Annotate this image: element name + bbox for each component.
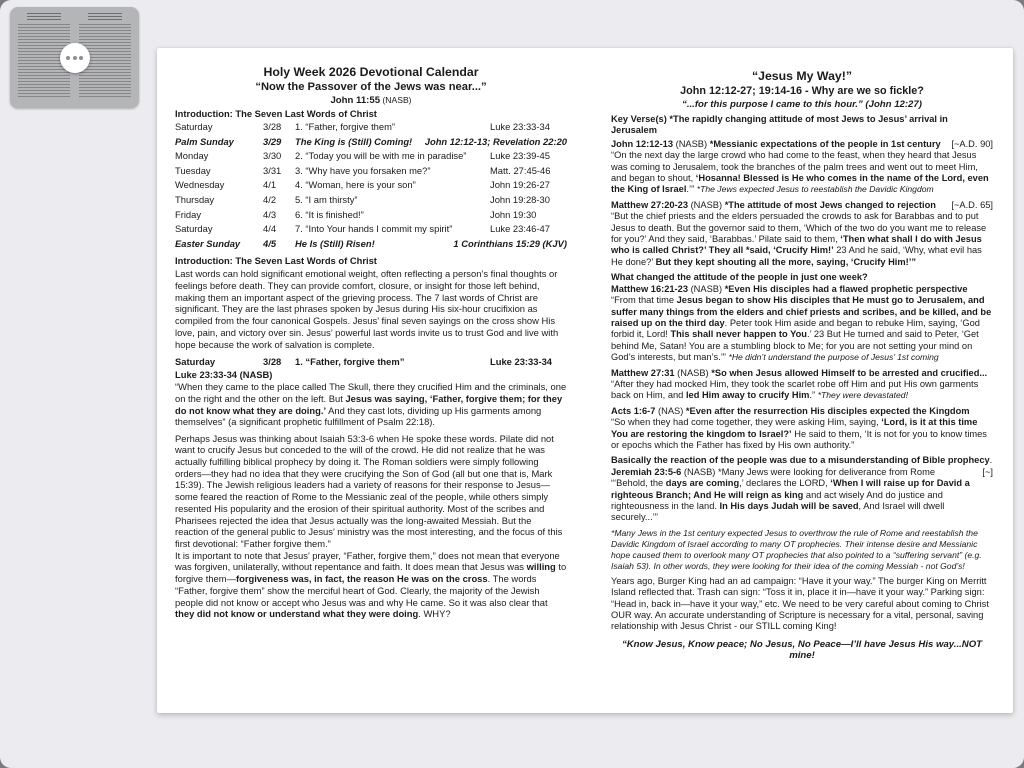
- paragraph: Key Verse(s) *The rapidly changing attitude of most Jews to Jesus’ arrival in Jerusalem: [611, 114, 948, 136]
- schedule-date: 4/2: [263, 193, 277, 205]
- paragraph: “On the next day the large crowd who had come to the feast, when they heard that Jesus was coming to Jerusalem, took the branches of the palm trees and went out to meet Him, and began to shout, ‘Hosanna! Blessed is He who comes in the name of the Lord, even the King of Israel.’” *The Jews expected Jesus to reestablish the Davidic Kingdom: [611, 150, 989, 195]
- schedule-reference: John 19:26-27: [490, 179, 550, 191]
- right-page-title: “Jesus My Way!”: [751, 69, 852, 83]
- schedule-day: Friday: [175, 208, 202, 220]
- paragraph: “Know Jesus, Know peace; No Jesus, No Peace—I’ll have Jesus His way...NOT mine!: [621, 638, 983, 662]
- document-thumbnail[interactable]: [10, 7, 139, 108]
- luke-passage-heading: Luke 23:33-34 (NASB): [175, 369, 273, 381]
- schedule-row: [175, 178, 567, 193]
- right-page-quote: “...for this purpose I came to this hour.” (John 12:27): [682, 99, 922, 110]
- schedule-day: Palm Sunday: [175, 135, 234, 147]
- paragraph: Matthew 27:31 (NASB) *So when Jesus allowed Himself to be arrested and crucified...: [611, 367, 988, 378]
- left-page: [175, 65, 567, 697]
- schedule-row: [175, 120, 567, 135]
- schedule-date: 4/3: [263, 208, 277, 220]
- schedule-reference: Luke 23:46-47: [490, 223, 550, 235]
- paragraph: Acts 1:6-7 (NAS) *Even after the resurrection His disciples expected the Kingdom: [611, 405, 970, 416]
- paragraph: “When they came to the place called The Skull, there they crucified Him and the criminals, one on the right and the other on the left. But Jesus was saying, ‘Father, forgive them; for they do not know what they are doing.’ And they cast lots, dividing up His garments among themselves” (a significant prophetic fulfillment of Psalm 22:18).: [175, 381, 567, 428]
- schedule-date: 4/1: [263, 179, 277, 191]
- schedule-date: 3/28: [263, 121, 282, 132]
- schedule-date: 3/30: [263, 150, 282, 162]
- paragraph: “After they had mocked Him, they took the scarlet robe off Him and put His own garments back on Him, and led Him away to crucify Him.” *They were devastated!: [611, 378, 979, 401]
- right-page: [611, 65, 993, 697]
- schedule-reference: Matt. 27:45-46: [490, 164, 551, 176]
- more-icon: [73, 56, 77, 60]
- schedule-day: Wednesday: [175, 179, 225, 191]
- paragraph: [~A.D. 65] Matthew 27:20-23 (NASB) *The attitude of most Jews changed to rejection: [611, 199, 993, 210]
- schedule-row-repeat: [175, 355, 567, 370]
- schedule-reference: John 12:12-13; Revelation 22:20: [424, 135, 567, 147]
- schedule-day: Easter Sunday: [175, 237, 241, 249]
- schedule-saying: 5. “I am thirsty”: [295, 193, 358, 205]
- intro-heading: Introduction: The Seven Last Words of Christ: [175, 108, 377, 119]
- thumbnail-heading-lines: [88, 13, 122, 21]
- left-page-title: Holy Week 2026 Devotional Calendar: [263, 65, 479, 79]
- paragraph: Basically the reaction of the people was due to a misunderstanding of Bible prophecy.: [611, 455, 993, 466]
- schedule-date: 4/5: [263, 237, 277, 249]
- paragraph: [~] Jeremiah 23:5-6 (NASB) *Many Jews were looking for deliverance from Rome: [611, 466, 993, 477]
- paragraph: *Many Jews in the 1st century expected Jesus to overthrow the rule of Rome and reestablish the Davidic Kingdom of Israel according to many OT prophecies. Their intense desire and Messianic hope caused them to overlook many OT prophecies that also pointed to a “suffering servant” (e.g. Isaiah 53). In other words, they were looking for their idea of the coming Messiah - not God’s!: [611, 527, 982, 571]
- paragraph: “So when they had come together, they were asking Him, saying, ‘Lord, is it at this time You are restoring the kingdom to Israel?’ He said to them, ‘It is not for you to know times or epochs which the Father has fixed by His own authority.”: [611, 417, 987, 450]
- schedule-saying: 3. “Why have you forsaken me?”: [295, 164, 431, 176]
- paragraph: “From that time Jesus began to show His disciples that He must go to Jerusalem, and suffer many things from the elders and chief priests and scribes, and be killed, and be raised up on the third day. Peter took Him aside and began to rebuke Him, saying, ‘God forbid it, Lord! This shall never happen to You.’ 23 But He turned and said to Peter, ‘Get behind Me, Satan! You are a stumbling block to Me; for you are not setting your mind on God’s interests, but man’s.’” *He didn’t understand the purpose of Jesus’ 1st coming: [611, 295, 992, 363]
- paragraph: Last words can hold significant emotional weight, often reflecting a person’s final thoughts or feelings before death. They can provide comfort, closure, or insight for those left behind, making them an important aspect of the grieving process. The 7 last words of Christ are significant. They are the last phrases spoken by Jesus during His six-hour crucifixion as compiled from the four canonical Gospels. Jesus’ final seven sayings on the cross show His love, pain, and victory over sin. Jesus’ powerful last words invite us to trust God and live with hope because the work of salvation is complete.: [175, 268, 559, 350]
- paragraph: “‘Behold, the days are coming,’ declares the LORD, ‘When I will raise up for David a righteous Branch; And He will reign as king and act wisely And do justice and righteousness in the land. In His days Judah will be saved, And Israel will dwell securely...’”: [611, 478, 970, 523]
- schedule-row: [175, 208, 567, 223]
- schedule-reference: Luke 23:33-34: [490, 121, 550, 132]
- schedule-saying: 4. “Woman, here is your son”: [295, 179, 416, 191]
- right-page-subtitle: John 12:12-27; 19:14-16 - Why are we so fickle?: [680, 85, 924, 97]
- more-icon: [66, 56, 70, 60]
- left-page-subtitle: “Now the Passover of the Jews was near...”: [255, 81, 487, 93]
- schedule-date: 4/4: [263, 223, 277, 235]
- schedule-reference: Luke 23:39-45: [490, 150, 550, 162]
- schedule-row: [175, 222, 567, 237]
- schedule-saying: 2. “Today you will be with me in paradise”: [295, 150, 467, 162]
- intro-heading-repeat: Introduction: The Seven Last Words of Christ: [175, 255, 377, 267]
- schedule-day: Saturday: [175, 223, 213, 235]
- schedule-saying: 1. “Father, forgive them”: [295, 355, 405, 367]
- schedule-date: 3/28: [263, 355, 282, 367]
- schedule-row: [175, 193, 567, 208]
- schedule-row: [175, 164, 567, 179]
- schedule-saying: 1. “Father, forgive them”: [295, 121, 396, 132]
- schedule-day: Saturday: [175, 355, 216, 367]
- schedule-row: [175, 135, 567, 150]
- schedule-row: [175, 237, 567, 252]
- schedule-reference: John 19:30: [490, 208, 537, 220]
- paragraph: It is important to note that Jesus’ prayer, “Father, forgive them,” does not mean that everyone was forgiven, unilaterally, without repentance and faith. It does mean that Jesus was willing to forgive them—forgiveness was, in fact, the reason He was on the cross. The words “Father, forgive them” show the merciful heart of God. Clearly, the majority of the Jewish people did not know or accept who Jesus was and why He came. So it was also clear that they did not know or understand what they were doing. WHY?: [175, 549, 567, 620]
- document-sheet: [157, 48, 1013, 713]
- paragraph: What changed the attitude of the people in just one week?: [611, 272, 868, 283]
- schedule-day: Monday: [175, 150, 209, 162]
- schedule-saying: 6. “It is finished!”: [295, 208, 364, 220]
- more-button[interactable]: [60, 43, 90, 73]
- left-page-verse-ref: John 11:55 (NASB): [330, 95, 412, 106]
- schedule-day: Thursday: [175, 193, 215, 205]
- schedule-saying: The King is (Still) Coming!: [295, 135, 413, 147]
- schedule-saying: 7. “Into Your hands I commit my spirit”: [295, 223, 453, 235]
- schedule-reference: John 19:28-30: [490, 193, 550, 205]
- schedule-reference: Luke 23:33-34: [490, 355, 553, 367]
- paragraph: “But the chief priests and the elders persuaded the crowds to ask for Barabbas and to put Jesus to death. But the governor said to them, ‘Which of the two do you want me to release for you?’ And they said, ‘Barabbas.’ Pilate said to them, ‘Then what shall I do with Jesus who is called Christ?’ They all *said, ‘Crucify Him!’ 23 And he said, ‘Why, what evil has He done?’ But they kept shouting all the more, saying, ‘Crucify Him!’”: [611, 211, 987, 267]
- paragraph: [~A.D. 90] John 12:12-13 (NASB) *Messianic expectations of the people in 1st century: [611, 138, 993, 149]
- schedule-day: Tuesday: [175, 164, 211, 176]
- paragraph: Perhaps Jesus was thinking about Isaiah 53:3-6 when He spoke these words. Pilate did not want to crucify Jesus but conceded to the will of the crowd. He did not realize that he was actually fulfilling biblical prophecy by doing it. The Roman soldiers were simply following orders—they had no idea that they were crucifying the Son of God (all but one that is, Mark 15:39). The Jewish religious leaders had a variety of reasons for their response to Jesus—some feared the reaction of Rome to the Messianic zeal of the people, while others simply resented His popularity and the erosion of their spiritual authority. Most of the scribes and Pharisees rejected the idea that Jesus actually was the long-awaited Messiah. But the reaction of the general public to Jesus’ ministry was the most interesting, and the focus of this first devotional: “Father forgive them.”: [175, 432, 563, 549]
- schedule-date: 3/29: [263, 135, 282, 147]
- paragraph: Matthew 16:21-23 (NASB) *Even His disciples had a flawed prophetic perspective: [611, 283, 968, 294]
- paragraph: Years ago, Burger King had an ad campaign: “Have it your way.” The burger King on Merritt Island reflected that. Trash can sign: “Toss it in, place it in—have it your way.” Parking sign: “Head in, back in—have it your way,” etc. We need to be very careful about coming to Christ OUR way. An accurate understanding of Scripture is necessary for a vital, personal, saving relationship with Jesus Christ - our STILL coming King!: [611, 575, 989, 632]
- more-icon: [79, 56, 83, 60]
- schedule-row: [175, 149, 567, 164]
- schedule-day: Saturday: [175, 121, 213, 132]
- schedule-date: 3/31: [263, 164, 282, 176]
- schedule-reference: 1 Corinthians 15:29 (KJV): [453, 237, 567, 249]
- schedule-saying: He Is (Still) Risen!: [295, 237, 375, 249]
- thumbnail-heading-lines: [27, 13, 61, 21]
